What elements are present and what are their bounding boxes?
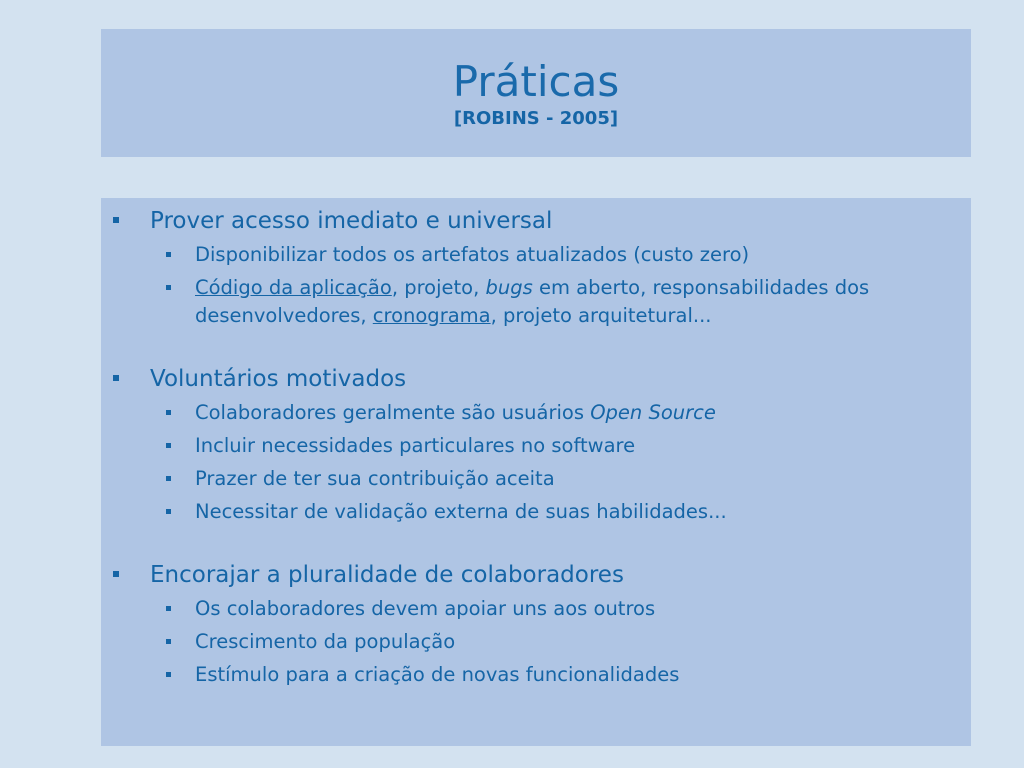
square-bullet-icon [166, 443, 171, 448]
bullet-level2 [101, 595, 971, 623]
list-item-rich [195, 276, 869, 327]
section-encorajar [101, 560, 971, 689]
list-item: Prazer de ter sua contribuição aceita [195, 467, 555, 490]
list-item: Estímulo para a criação de novas funcionalidades [195, 663, 680, 686]
link-cronograma[interactable]: cronograma [372, 304, 491, 327]
content-panel [101, 198, 971, 746]
bullet-level2 [101, 399, 971, 427]
section-heading: Voluntários motivados [150, 366, 407, 392]
square-bullet-icon [166, 476, 171, 481]
text-fragment: , projeto arquitetural... [490, 304, 712, 327]
square-bullet-icon [166, 285, 171, 290]
list-item-rich [195, 401, 716, 424]
bullet-level1 [101, 560, 971, 590]
square-bullet-icon [166, 252, 171, 257]
bullet-level1 [101, 206, 971, 236]
slide-title: Práticas [452, 57, 620, 106]
bullet-level2 [101, 628, 971, 656]
text-fragment: Colaboradores geralmente são usuários [195, 401, 591, 424]
list-item: Incluir necessidades particulares no software [195, 434, 636, 457]
section-heading: Encorajar a pluralidade de colaboradores [150, 562, 624, 588]
bullet-level2 [101, 498, 971, 526]
list-item: Crescimento da população [195, 630, 456, 653]
section-voluntarios [101, 364, 971, 526]
list-item: Disponibilizar todos os artefatos atualizados (custo zero) [195, 243, 750, 266]
slide-subtitle: [ROBINS - 2005] [453, 108, 619, 129]
italic-bugs: bugs [485, 276, 533, 299]
square-bullet-icon [166, 509, 171, 514]
square-bullet-icon [113, 375, 119, 381]
square-bullet-icon [113, 217, 119, 223]
bullet-level2 [101, 661, 971, 689]
bullet-level2 [101, 465, 971, 493]
square-bullet-icon [166, 606, 171, 611]
section-prover-acesso [101, 206, 971, 330]
square-bullet-icon [166, 639, 171, 644]
section-heading: Prover acesso imediato e universal [150, 208, 553, 234]
list-item: Necessitar de validação externa de suas habilidades... [195, 500, 727, 523]
square-bullet-icon [113, 571, 119, 577]
square-bullet-icon [166, 672, 171, 677]
bullet-level2 [101, 241, 971, 269]
text-fragment: , projeto, [391, 276, 486, 299]
text-fragment: em aberto, responsabilidades dos desenvolvedores, [195, 276, 870, 327]
bullet-level2 [101, 432, 971, 460]
bullet-level2 [101, 274, 971, 330]
italic-open-source: Open Source [590, 401, 716, 424]
bullet-level1 [101, 364, 971, 394]
square-bullet-icon [166, 410, 171, 415]
link-codigo-aplicacao[interactable]: Código da aplicação [195, 276, 392, 299]
title-panel [101, 29, 971, 157]
list-item: Os colaboradores devem apoiar uns aos outros [195, 597, 656, 620]
